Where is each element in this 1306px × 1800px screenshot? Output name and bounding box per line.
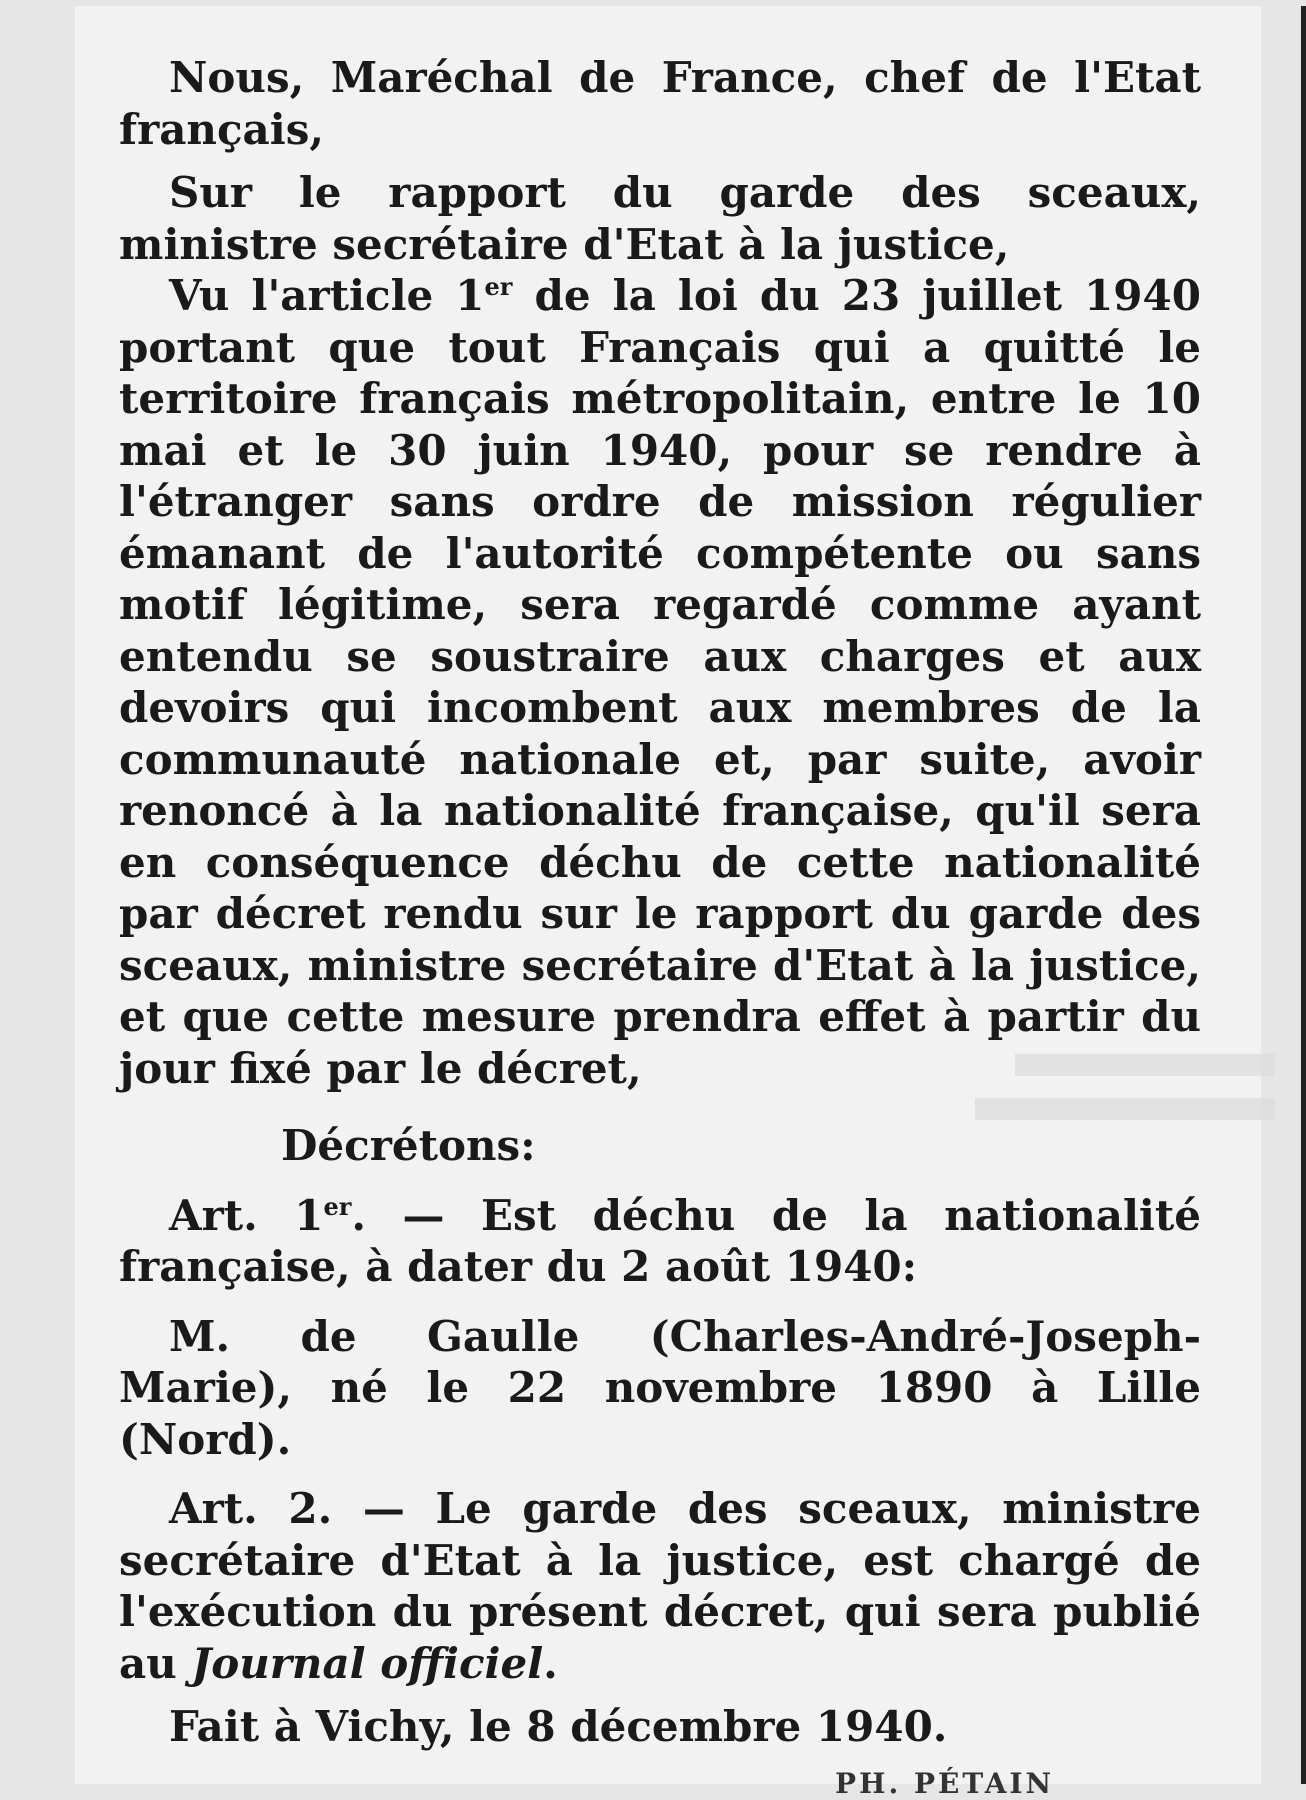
ordinal-superscript: er xyxy=(323,1191,352,1221)
decree-text-column xyxy=(119,52,1201,1753)
legal-basis-rest: de la loi du 23 juillet 1940 portant que tout Français qui a quitté le territoire français métropolitain, entre le 10 mai et le 30 juin 1940, pour se rendre à l'étranger sans ordre de mission régulier émanant de l'autorité compétente ou sans motif légitime, sera regardé comme ayant entendu se soustraire aux charges et aux devoirs qui incombent aux membres de la communauté nationale et, par suite, avoir renoncé à la nationalité française, qu'il sera en conséquence déchu de cette nationalité par décret rendu sur le rapport du garde des sceaux, ministre secrétaire d'Etat à la justice, et que cette mesure prendra effet à partir du jour fixé par le décret, xyxy=(119,271,1201,1093)
journal-officiel-title: Journal officiel xyxy=(191,1638,544,1688)
legal-basis-start: Vu l'article 1 xyxy=(169,271,485,320)
legal-basis-clause xyxy=(119,270,1201,1094)
article-1-label: Art. 1 xyxy=(169,1190,324,1240)
article-1-person: M. de Gaulle (Charles-André-Joseph-Marie), né le 22 novembre 1890 à Lille (Nord). xyxy=(119,1311,1201,1464)
ordinal-superscript: er xyxy=(484,272,513,301)
decretons-heading: Décrétons: xyxy=(281,1121,536,1170)
newspaper-scan xyxy=(75,6,1261,1800)
article-1-text: . — Est déchu de la nationalité française, à dater du 2 août 1940: xyxy=(119,1190,1201,1291)
signing-place-date: Fait à Vichy, le 8 décembre 1940. xyxy=(169,1702,948,1751)
article-2-end: . xyxy=(543,1638,558,1688)
article-1 xyxy=(119,1190,1201,1293)
article-2 xyxy=(119,1483,1201,1689)
column-rule xyxy=(1301,6,1306,1784)
preamble-heading: Nous, Maréchal de France, chef de l'Etat français, xyxy=(119,53,1201,154)
article-2-text: Art. 2. — Le garde des sceaux, ministre secrétaire d'Etat à la justice, est chargé de l'exécution du présent décret, qui sera publié au xyxy=(119,1484,1201,1688)
signature-fragment: PH. PÉTAIN xyxy=(835,1767,1055,1800)
report-clause: Sur le rapport du garde des sceaux, ministre secrétaire d'Etat à la justice, xyxy=(119,168,1201,269)
